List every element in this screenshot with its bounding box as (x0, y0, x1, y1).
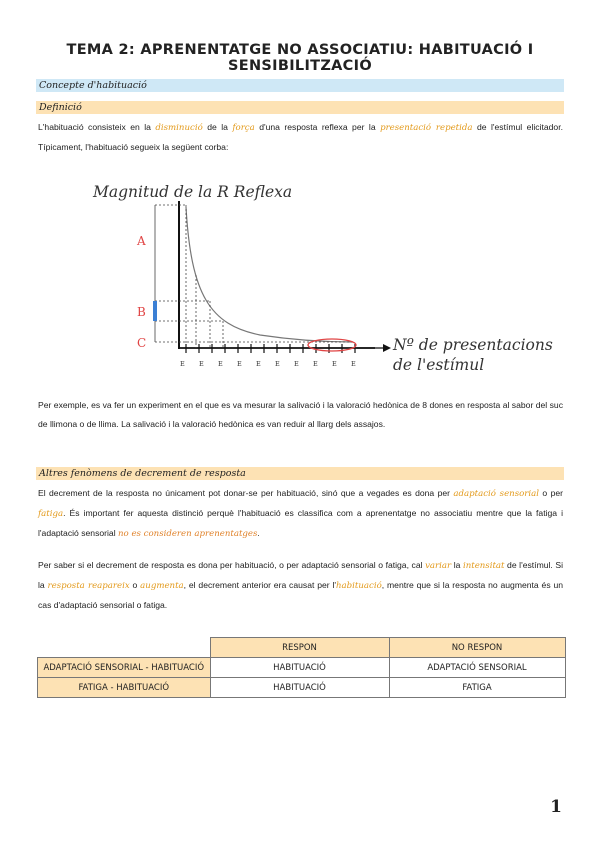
header-no-respon: NO RESPON (389, 638, 565, 658)
figure-xlabel-line2: de l'estímul (393, 356, 485, 374)
label-a: A (137, 234, 146, 248)
figure-ylabel: Magnitud de la R Reflexa (93, 183, 293, 201)
text-run: Per saber si el decrement de resposta es dona per habituació, o per adaptació sensorial o fatiga, cal (38, 560, 426, 570)
tick-labels (180, 360, 356, 368)
habituation-curve-figure (85, 175, 553, 375)
x-arrow-head (383, 344, 391, 352)
highlight-habituacio: habituació (336, 581, 382, 591)
text-run: de l'estímul elicitador. Típicament, l'habituació segueix la següent corba: (38, 122, 563, 152)
table-row (38, 678, 566, 698)
label-b: B (137, 305, 146, 319)
page-number: 1 (550, 797, 562, 817)
definition-paragraph (38, 118, 563, 157)
tick-label: E (332, 360, 337, 368)
text-run: de l'estímul. Si la (38, 560, 563, 590)
tick-label: E (313, 360, 318, 368)
text-run: o (129, 580, 141, 590)
label-c: C (137, 336, 147, 350)
text-run: . (257, 528, 260, 538)
highlight-intensitat: intensitat (462, 561, 505, 571)
tick-label: E (218, 360, 223, 368)
tick-label: E (294, 360, 299, 368)
text-run: o per (539, 488, 563, 498)
table-corner (38, 638, 211, 658)
table-row (38, 658, 566, 678)
tick-label: E (180, 360, 185, 368)
text-run: El decrement de la resposta no únicament pot donar-se per habituació, sinó que a vegades es dona per (38, 488, 454, 498)
habituation-curve (186, 207, 353, 342)
figure-xlabel-line1: Nº de presentacions (393, 336, 553, 354)
cell-no-respon: FATIGA (389, 678, 565, 698)
tick-label: E (351, 360, 356, 368)
highlight-disminucio: disminució (155, 123, 203, 133)
saber-paragraph (38, 556, 563, 615)
subsection-altres-fenomens: Altres fenòmens de decrement de resposta (36, 467, 564, 480)
text-run: de la (202, 122, 233, 132)
tick-label: E (237, 360, 242, 368)
highlight-presentacio-repetida: presentació repetida (380, 123, 473, 133)
tick-label: E (199, 360, 204, 368)
page-title: TEMA 2: APRENENTATGE NO ASSOCIATIU: HABITUACIÓ I SENSIBILITZACIÓ (66, 42, 534, 74)
subsection-definicio: Definició (36, 101, 564, 114)
highlight-forca: força (232, 123, 255, 133)
text-run: , el decrement anterior era causat per l' (183, 580, 337, 590)
example-paragraph: Per exemple, es va fer un experiment en el que es va mesurar la salivació i la valoració hedònica de 8 dones en resposta al sabor del suc de llimona o de llima. La salivació i la valoració hedònica es van reduir al llarg dels assajos. (38, 400, 563, 429)
row-label: FATIGA - HABITUACIÓ (38, 678, 211, 698)
text-run: , mentre que si la resposta no augmenta és un cas d'adaptació sensorial o fatiga. (38, 580, 564, 610)
cell-respon: HABITUACIÓ (210, 658, 389, 678)
section-concepte-habituacio: Concepte d'habituació (36, 79, 564, 92)
highlight-variar: variar (425, 561, 452, 571)
dashed-guides (155, 205, 353, 348)
highlight-no-aprenentatges: no es consideren aprenentatges (118, 529, 258, 539)
text-run: L'habituació consisteix en la (38, 122, 156, 132)
comparison-table (37, 637, 566, 698)
tick-label: E (275, 360, 280, 368)
highlight-resposta-reapareix: resposta reapareix (47, 581, 130, 591)
tick-label: E (256, 360, 261, 368)
header-respon: RESPON (210, 638, 389, 658)
highlight-ellipse (308, 339, 356, 351)
altres-paragraph (38, 484, 563, 544)
highlight-fatiga: fatiga (38, 509, 64, 519)
row-label: ADAPTACIÓ SENSORIAL - HABITUACIÓ (38, 658, 211, 678)
text-run: d'una resposta reflexa per la (254, 122, 381, 132)
table-header-row (38, 638, 566, 658)
cell-no-respon: ADAPTACIÓ SENSORIAL (389, 658, 565, 678)
highlight-augmenta: augmenta (140, 581, 184, 591)
highlight-adaptacio-sensorial: adaptació sensorial (453, 489, 540, 499)
cell-respon: HABITUACIÓ (210, 678, 389, 698)
text-run: la (451, 560, 463, 570)
text-run: . És important fer aquesta distinció perquè l'habituació es classifica com a aprenentatge no associatiu mentre que la fatiga i l'adaptació sensorial (38, 508, 563, 538)
